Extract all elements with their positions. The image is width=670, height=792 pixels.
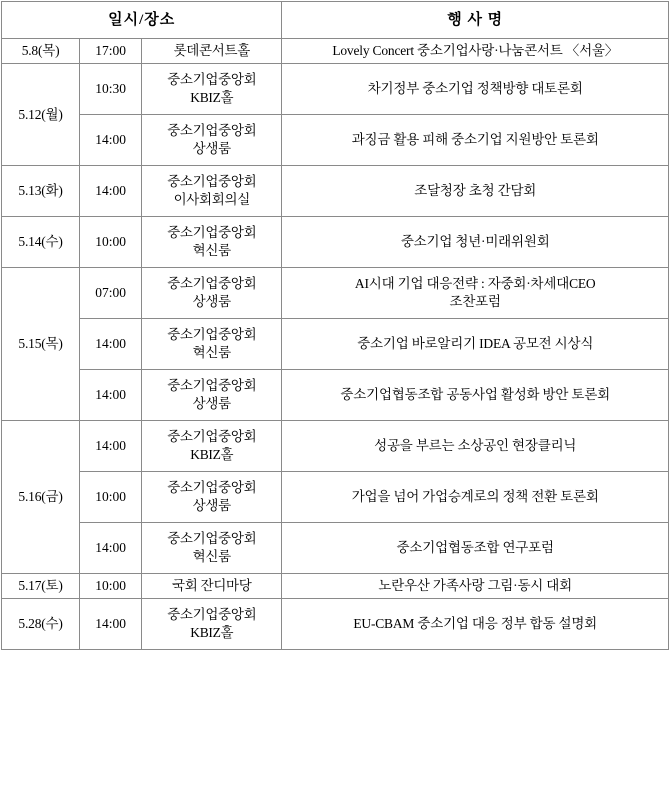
cell-event-title-line: 가업을 넘어 가업승계로의 정책 전환 토론회: [351, 489, 599, 505]
cell-event-title: [282, 268, 669, 319]
table-row: [2, 523, 669, 574]
header-row: [2, 2, 669, 39]
cell-place-line: 혁신룸: [192, 243, 231, 259]
cell-event-title: [282, 319, 669, 370]
cell-place-line: 롯데콘서트홀: [173, 43, 251, 58]
cell-date: 5.16(금): [2, 421, 80, 574]
table-header: [2, 2, 669, 39]
cell-date: 5.15(목): [2, 268, 80, 421]
cell-event-title-line: Lovely Concert 중소기업사랑·나눔콘서트 〈서울〉: [332, 43, 619, 58]
header-event-name: 행 사 명: [282, 2, 669, 39]
cell-place-line: 중소기업중앙회: [167, 327, 257, 342]
table-body: [2, 39, 669, 650]
cell-place-line: 중소기업중앙회: [167, 225, 257, 240]
cell-event-title-line: 중소기업 청년·미래위원회: [400, 234, 550, 250]
cell-event-title: [282, 39, 669, 64]
cell-place-line: 중소기업중앙회: [167, 174, 257, 189]
cell-place: [142, 421, 282, 472]
cell-place: [142, 217, 282, 268]
table-row: [2, 268, 669, 319]
cell-place: [142, 268, 282, 319]
cell-time: 14:00: [80, 421, 142, 472]
cell-event-title-line: 중소기업협동조합 연구포럼: [396, 540, 554, 556]
cell-place: [142, 472, 282, 523]
cell-event-title: [282, 421, 669, 472]
cell-place-line: 국회 잔디마당: [172, 578, 252, 594]
cell-event-title: [282, 166, 669, 217]
schedule-document: [0, 1, 670, 650]
table-row: [2, 64, 669, 115]
cell-event-title-line: 중소기업 바로알리기 IDEA 공모전 시상식: [357, 336, 594, 352]
cell-event-title-line: 성공을 부르는 소상공인 현장클리닉: [374, 438, 577, 454]
table-row: [2, 217, 669, 268]
cell-place-line: KBIZ홀: [190, 90, 234, 106]
cell-event-title: [282, 523, 669, 574]
cell-event-title-line: AI시대 기업 대응전략 : 자중회·차세대CEO: [354, 276, 596, 291]
table-row: [2, 39, 669, 64]
cell-place-line: 중소기업중앙회: [167, 480, 257, 495]
cell-place-line: 중소기업중앙회: [167, 378, 257, 393]
cell-time: 14:00: [80, 166, 142, 217]
table-row: [2, 472, 669, 523]
cell-place-line: 혁신룸: [192, 345, 231, 361]
cell-date: 5.8(목): [2, 39, 80, 64]
cell-place-line: 상생룸: [192, 294, 231, 310]
cell-place: [142, 64, 282, 115]
cell-place-line: 중소기업중앙회: [167, 72, 257, 87]
table-row: [2, 115, 669, 166]
cell-place: [142, 115, 282, 166]
cell-date: 5.14(수): [2, 217, 80, 268]
cell-place: [142, 319, 282, 370]
cell-time: 14:00: [80, 599, 142, 650]
cell-place-line: KBIZ홀: [190, 625, 234, 641]
cell-event-title: [282, 115, 669, 166]
table-row: [2, 370, 669, 421]
cell-time: 10:30: [80, 64, 142, 115]
cell-place-line: 상생룸: [192, 396, 231, 412]
cell-event-title-line: EU-CBAM 중소기업 대응 정부 합동 설명회: [353, 616, 598, 632]
cell-event-title: [282, 217, 669, 268]
cell-place-line: 중소기업중앙회: [167, 607, 257, 623]
cell-place-line: 상생룸: [192, 498, 231, 514]
cell-time: 14:00: [80, 115, 142, 166]
cell-time: 14:00: [80, 523, 142, 574]
table-row: [2, 319, 669, 370]
cell-event-title: [282, 370, 669, 421]
cell-event-title-line: 조달청장 초청 간담회: [414, 183, 537, 199]
cell-date: 5.28(수): [2, 599, 80, 650]
cell-place-line: 상생룸: [192, 141, 231, 157]
cell-place-line: 중소기업중앙회: [167, 276, 257, 291]
cell-place-line: 중소기업중앙회: [167, 429, 257, 444]
cell-place: [142, 370, 282, 421]
cell-place: [142, 599, 282, 650]
cell-event-title: [282, 574, 669, 599]
cell-place: [142, 574, 282, 599]
cell-place: [142, 39, 282, 64]
cell-time: 14:00: [80, 319, 142, 370]
cell-event-title-line: 중소기업협동조합 공동사업 활성화 방안 토론회: [340, 387, 610, 403]
cell-time: 14:00: [80, 370, 142, 421]
cell-time: 07:00: [80, 268, 142, 319]
cell-date: 5.17(토): [2, 574, 80, 599]
header-datetime-place: 일시/장소: [2, 2, 282, 39]
cell-date: 5.13(화): [2, 166, 80, 217]
table-row: [2, 599, 669, 650]
cell-time: 10:00: [80, 574, 142, 599]
cell-place-line: 혁신룸: [192, 549, 231, 565]
cell-time: 10:00: [80, 472, 142, 523]
table-row: [2, 421, 669, 472]
cell-place-line: 이사회회의실: [173, 192, 251, 208]
cell-event-title-line: 과징금 활용 피해 중소기업 지원방안 토론회: [351, 132, 599, 148]
cell-place-line: KBIZ홀: [190, 447, 234, 463]
cell-place-line: 중소기업중앙회: [167, 531, 257, 546]
cell-event-title: [282, 599, 669, 650]
cell-event-title-line: 노란우산 가족사랑 그림·동시 대회: [378, 578, 572, 594]
cell-time: 17:00: [80, 39, 142, 64]
cell-event-title-line: 차기정부 중소기업 정책방향 대토론회: [367, 81, 583, 97]
cell-place-line: 중소기업중앙회: [167, 123, 257, 138]
cell-date: 5.12(월): [2, 64, 80, 166]
cell-event-title-line: 조찬포럼: [449, 294, 501, 310]
cell-event-title: [282, 472, 669, 523]
event-schedule-table: [1, 1, 669, 650]
table-row: [2, 574, 669, 599]
cell-place: [142, 166, 282, 217]
cell-event-title: [282, 64, 669, 115]
cell-place: [142, 523, 282, 574]
cell-time: 10:00: [80, 217, 142, 268]
table-row: [2, 166, 669, 217]
